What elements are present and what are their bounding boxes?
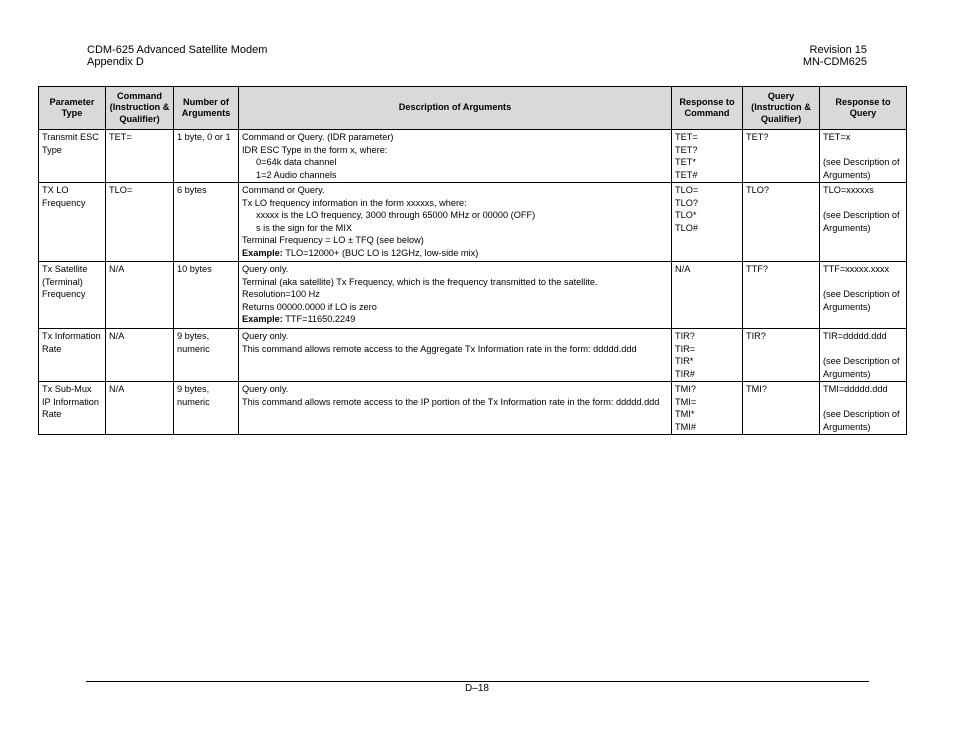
parameter-type-cell: Tx Sub-Mux IP Information Rate (39, 382, 106, 435)
query-cell: TLO? (743, 183, 820, 262)
arguments-cell: 9 bytes, numeric (174, 329, 239, 382)
command-cell: TLO= (106, 183, 174, 262)
example-label: Example: (242, 247, 283, 258)
arguments-cell: 9 bytes, numeric (174, 382, 239, 435)
parameter-type-cell: Transmit ESC Type (39, 130, 106, 183)
table-row (39, 329, 907, 382)
response-command-cell (672, 329, 743, 382)
column-header: Response to Command (672, 87, 743, 130)
table-row (39, 382, 907, 435)
example-line (242, 313, 668, 326)
description-line: s is the sign for the MIX (256, 222, 352, 233)
response-line: N/A (675, 264, 691, 274)
response-line: TET= (675, 132, 698, 142)
response-line: TET* (675, 157, 696, 167)
parameter-type-cell: TX LO Frequency (39, 183, 106, 262)
arguments-cell: 10 bytes (174, 262, 239, 329)
table-header-row (39, 87, 907, 130)
response-line: TIR? (675, 331, 695, 341)
response-line: TET=x (823, 132, 851, 142)
command-cell: N/A (106, 329, 174, 382)
column-header: Query (Instruction & Qualifier) (743, 87, 820, 130)
example-text: TLO=12000+ (BUC LO is 12GHz, low-side mix) (282, 247, 479, 258)
response-line: TIR# (675, 368, 695, 379)
response-line: TMI# (675, 421, 696, 432)
query-cell: TIR? (743, 329, 820, 382)
response-line: TET? (675, 144, 698, 155)
description-line: Query only. (242, 331, 289, 341)
response-command-cell (672, 183, 743, 262)
description-line: This command allows remote access to the Aggregate Tx Information rate in the form: ddddd.ddd (242, 343, 637, 354)
description-line: Command or Query. (242, 185, 325, 195)
example-text: TTF=11650.2249 (282, 314, 356, 324)
table-row (39, 262, 907, 329)
description-cell (239, 130, 672, 183)
description-cell (239, 329, 672, 382)
response-line: (see Description of Arguments) (823, 157, 900, 180)
query-cell: TMI? (743, 382, 820, 435)
response-line: (see Description of Arguments) (823, 289, 900, 312)
response-query-cell (820, 382, 907, 435)
response-line: TIR=ddddd.ddd (823, 331, 887, 341)
footer-divider (86, 681, 869, 682)
description-line: Returns 00000.0000 if LO is zero (242, 301, 377, 312)
command-cell: N/A (106, 382, 174, 435)
description-line: Resolution=100 Hz (242, 289, 320, 299)
description-cell (239, 382, 672, 435)
command-table (38, 86, 907, 435)
response-command-cell (672, 130, 743, 183)
column-header: Description of Arguments (239, 87, 672, 130)
query-cell: TTF? (743, 262, 820, 329)
response-line: TMI* (675, 409, 695, 419)
response-query-cell (820, 262, 907, 329)
response-line: TLO=xxxxxs (823, 185, 874, 195)
example-label: Example: (242, 314, 283, 324)
parameter-type-cell: Tx Satellite (Terminal) Frequency (39, 262, 106, 329)
response-command-cell (672, 262, 743, 329)
description-line: Query only. (242, 264, 289, 274)
response-line: TTF=xxxxx.xxxx (823, 264, 890, 274)
description-cell (239, 262, 672, 329)
page-number: D–18 (465, 683, 489, 694)
revision-label: Revision 15 (809, 44, 867, 56)
response-line: TMI= (675, 396, 697, 407)
description-line: Query only. (242, 384, 289, 394)
description-line: 0=64k data channel (256, 157, 337, 167)
response-line: TMI=ddddd.ddd (823, 384, 888, 394)
page-header-left (87, 44, 267, 68)
appendix-label: Appendix D (87, 56, 144, 68)
response-line: TLO# (675, 222, 698, 233)
arguments-cell: 1 byte, 0 or 1 (174, 130, 239, 183)
response-line: TET# (675, 169, 698, 180)
response-command-cell (672, 382, 743, 435)
response-line: TLO* (675, 210, 697, 220)
description-line: This command allows remote access to the IP portion of the Tx Information rate in the form: ddddd.ddd (242, 396, 660, 407)
column-header: Number of Arguments (174, 87, 239, 130)
response-query-cell (820, 183, 907, 262)
table-row (39, 183, 907, 262)
response-line: TLO? (675, 197, 698, 208)
query-cell: TET? (743, 130, 820, 183)
description-line: IDR ESC Type in the form x, where: (242, 144, 388, 155)
document-number: MN-CDM625 (802, 56, 867, 68)
response-query-cell (820, 130, 907, 183)
response-line: TLO= (675, 185, 699, 195)
description-line: 1=2 Audio channels (256, 169, 337, 180)
description-cell (239, 183, 672, 262)
response-line: (see Description of Arguments) (823, 356, 900, 379)
response-line: TIR* (675, 356, 694, 366)
arguments-cell: 6 bytes (174, 183, 239, 262)
description-line: Terminal (aka satellite) Tx Frequency, which is the frequency transmitted to the satellite. (242, 276, 598, 287)
description-line: xxxxx is the LO frequency, 3000 through 65000 MHz or 00000 (OFF) (256, 210, 536, 220)
response-line: TIR= (675, 343, 696, 354)
page-header-right (803, 44, 867, 68)
description-line: Terminal Frequency = LO ± TFQ (see below) (242, 235, 424, 245)
response-line: (see Description of Arguments) (823, 409, 900, 432)
command-cell: N/A (106, 262, 174, 329)
description-line: Tx LO frequency information in the form xxxxxs, where: (242, 197, 467, 208)
response-line: (see Description of Arguments) (823, 210, 900, 233)
table-row (39, 130, 907, 183)
response-query-cell (820, 329, 907, 382)
command-cell: TET= (106, 130, 174, 183)
description-line: Command or Query. (IDR parameter) (242, 132, 394, 142)
column-header: Command (Instruction & Qualifier) (106, 87, 174, 130)
response-line: TMI? (675, 384, 696, 394)
example-line (242, 247, 668, 260)
parameter-type-cell: Tx Information Rate (39, 329, 106, 382)
document-title: CDM-625 Advanced Satellite Modem (87, 44, 268, 56)
column-header: Response to Query (820, 87, 907, 130)
column-header: Parameter Type (39, 87, 106, 130)
